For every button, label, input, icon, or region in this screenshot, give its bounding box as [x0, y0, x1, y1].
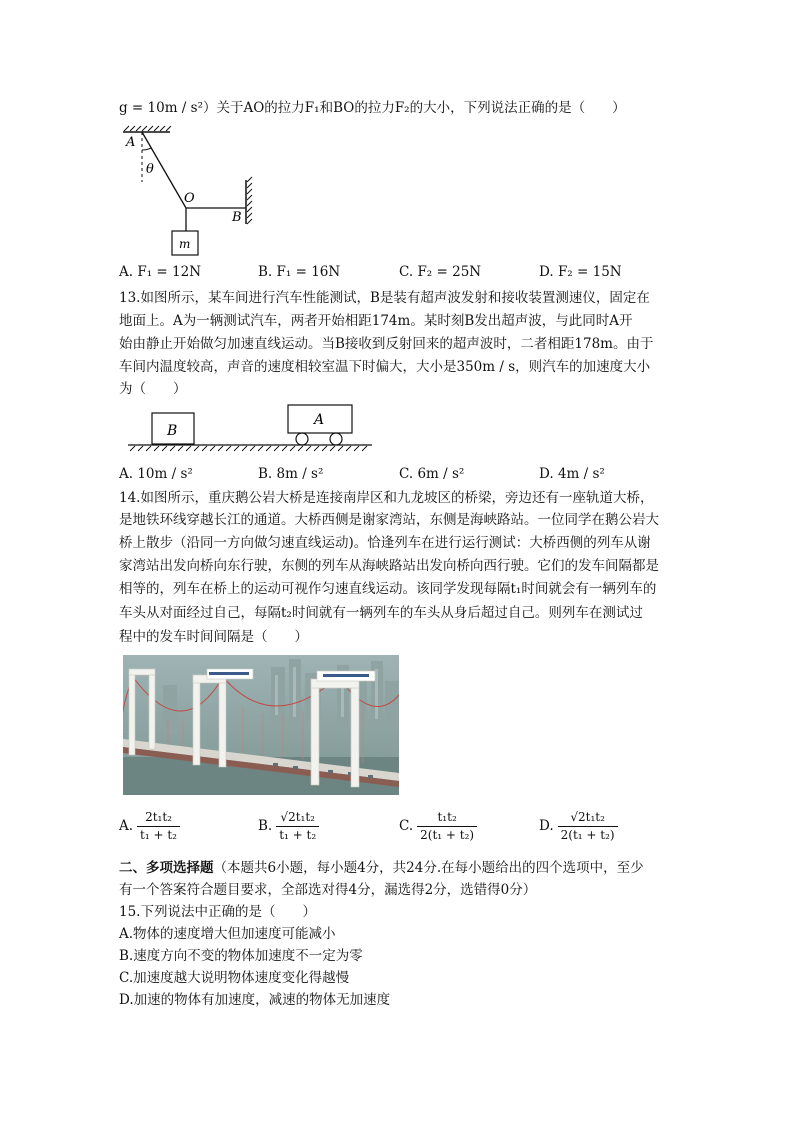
q14-stem-line: 14.如图所示，重庆鹅公岩大桥是连接南岸区和九龙坡区的桥梁，旁边还有一座轨道大桥，: [119, 490, 654, 506]
bridge-photo: [123, 655, 399, 795]
label-m: m: [179, 237, 191, 251]
q13-stem-line: 为（ ）: [119, 381, 187, 397]
q13-option-a: A. 10m / s²: [119, 466, 193, 482]
section-heading: 二、多项选择题（本题共6小题，每小题4分，共24分.在每小题给出的四个选项中，至少: [119, 860, 644, 876]
q14-stem-line: 车头从对面经过自己，每隔t₂时间就有一辆列车的车头从身后超过自己。则列车在测试过: [119, 605, 643, 621]
q15-stem: 15.下列说法中正确的是（ ）: [119, 904, 316, 920]
label-b: B: [232, 210, 242, 225]
q12-option-c: C. F₂ = 25N: [399, 264, 482, 280]
cart-a-label: A: [314, 412, 325, 428]
q14-stem-line: 程中的发车时间间隔是（ ）: [119, 629, 308, 645]
q12-option-b: B. F₁ = 16N: [258, 264, 341, 280]
section-instructions: 有一个答案符合题目要求，全部选对得4分，漏选得2分，选错得0分）: [119, 882, 537, 898]
q12-option-d: D. F₂ = 15N: [539, 264, 622, 280]
q15-option-c: C.加速度越大说明物体速度变化得越慢: [119, 970, 350, 986]
q14-stem-line: 相等的，列车在桥上的运动可视作匀速直线运动。该同学发现每隔t₁时间就会有一辆列车的: [119, 581, 657, 597]
q14-option-c: C. $\frac{\text{t₁t₂}}{\text{2(t₁ + t₂)}}$: [399, 810, 477, 843]
q14-stem-line: 是地铁环线穿越长江的通道。大桥西侧是谢家湾站，东侧是海峡路站。一位同学在鹅公岩大: [119, 512, 659, 528]
q13-option-b: B. 8m / s²: [258, 466, 324, 482]
q15-option-d: D.加速的物体有加速度，减速的物体无加速度: [119, 992, 391, 1008]
q13-option-c: C. 6m / s²: [399, 466, 465, 482]
q12-figure: [118, 124, 258, 258]
q14-option-d: D. $\frac{\text{√2t₁t₂}}{\text{2(t₁ + t₂)}}$: [539, 810, 618, 843]
q12-stem: g = 10m / s²）关于AO的拉力F₁和BO的拉力F₂的大小，下列说法正确的是（ ）: [119, 100, 626, 116]
label-theta: θ: [146, 162, 154, 177]
q13-stem-line: 地面上。A为一辆测试汽车，两者开始相距174m。某时刻B发出超声波，与此同时A开: [119, 313, 633, 329]
q13-stem-line: 13.如图所示，某车间进行汽车性能测试，B是装有超声波发射和接收装置测速仪，固定在: [119, 290, 650, 306]
label-o: O: [184, 191, 195, 206]
q13-option-d: D. 4m / s²: [539, 466, 605, 482]
q14-stem-line: 桥上散步（沿同一方向做匀速直线运动)。恰逢列车在进行运行测试：大桥西侧的列车从谢: [119, 535, 651, 551]
q12-option-a: A. F₁ = 12N: [119, 264, 202, 280]
block-b-label: B: [167, 423, 178, 439]
q13-stem-line: 始由静止开始做匀加速直线运动。当B接收到反射回来的超声波时，二者相距178m。由于: [119, 336, 654, 352]
q15-option-a: A.物体的速度增大但加速度可能减小: [119, 926, 336, 942]
q13-stem-line: 车间内温度较高，声音的速度相较室温下时偏大，大小是350m / s，则汽车的加速度大小: [119, 359, 651, 375]
label-a: A: [126, 135, 136, 150]
q13-figure: [126, 402, 376, 454]
q14-stem-line: 家湾站出发向桥向东行驶，东侧的列车从海峡路站出发向桥向西行驶。它们的发车间隔都是: [119, 558, 659, 574]
q14-option-a: A. $\frac{\text{2t₁t₂}}{\text{t₁ + t₂}}$: [119, 810, 180, 843]
section-title: 二、多项选择题: [119, 860, 214, 876]
q15-option-b: B.速度方向不变的物体加速度不一定为零: [119, 948, 363, 964]
q14-option-b: B. $\frac{\text{√2t₁t₂}}{\text{t₁ + t₂}}$: [258, 810, 319, 843]
